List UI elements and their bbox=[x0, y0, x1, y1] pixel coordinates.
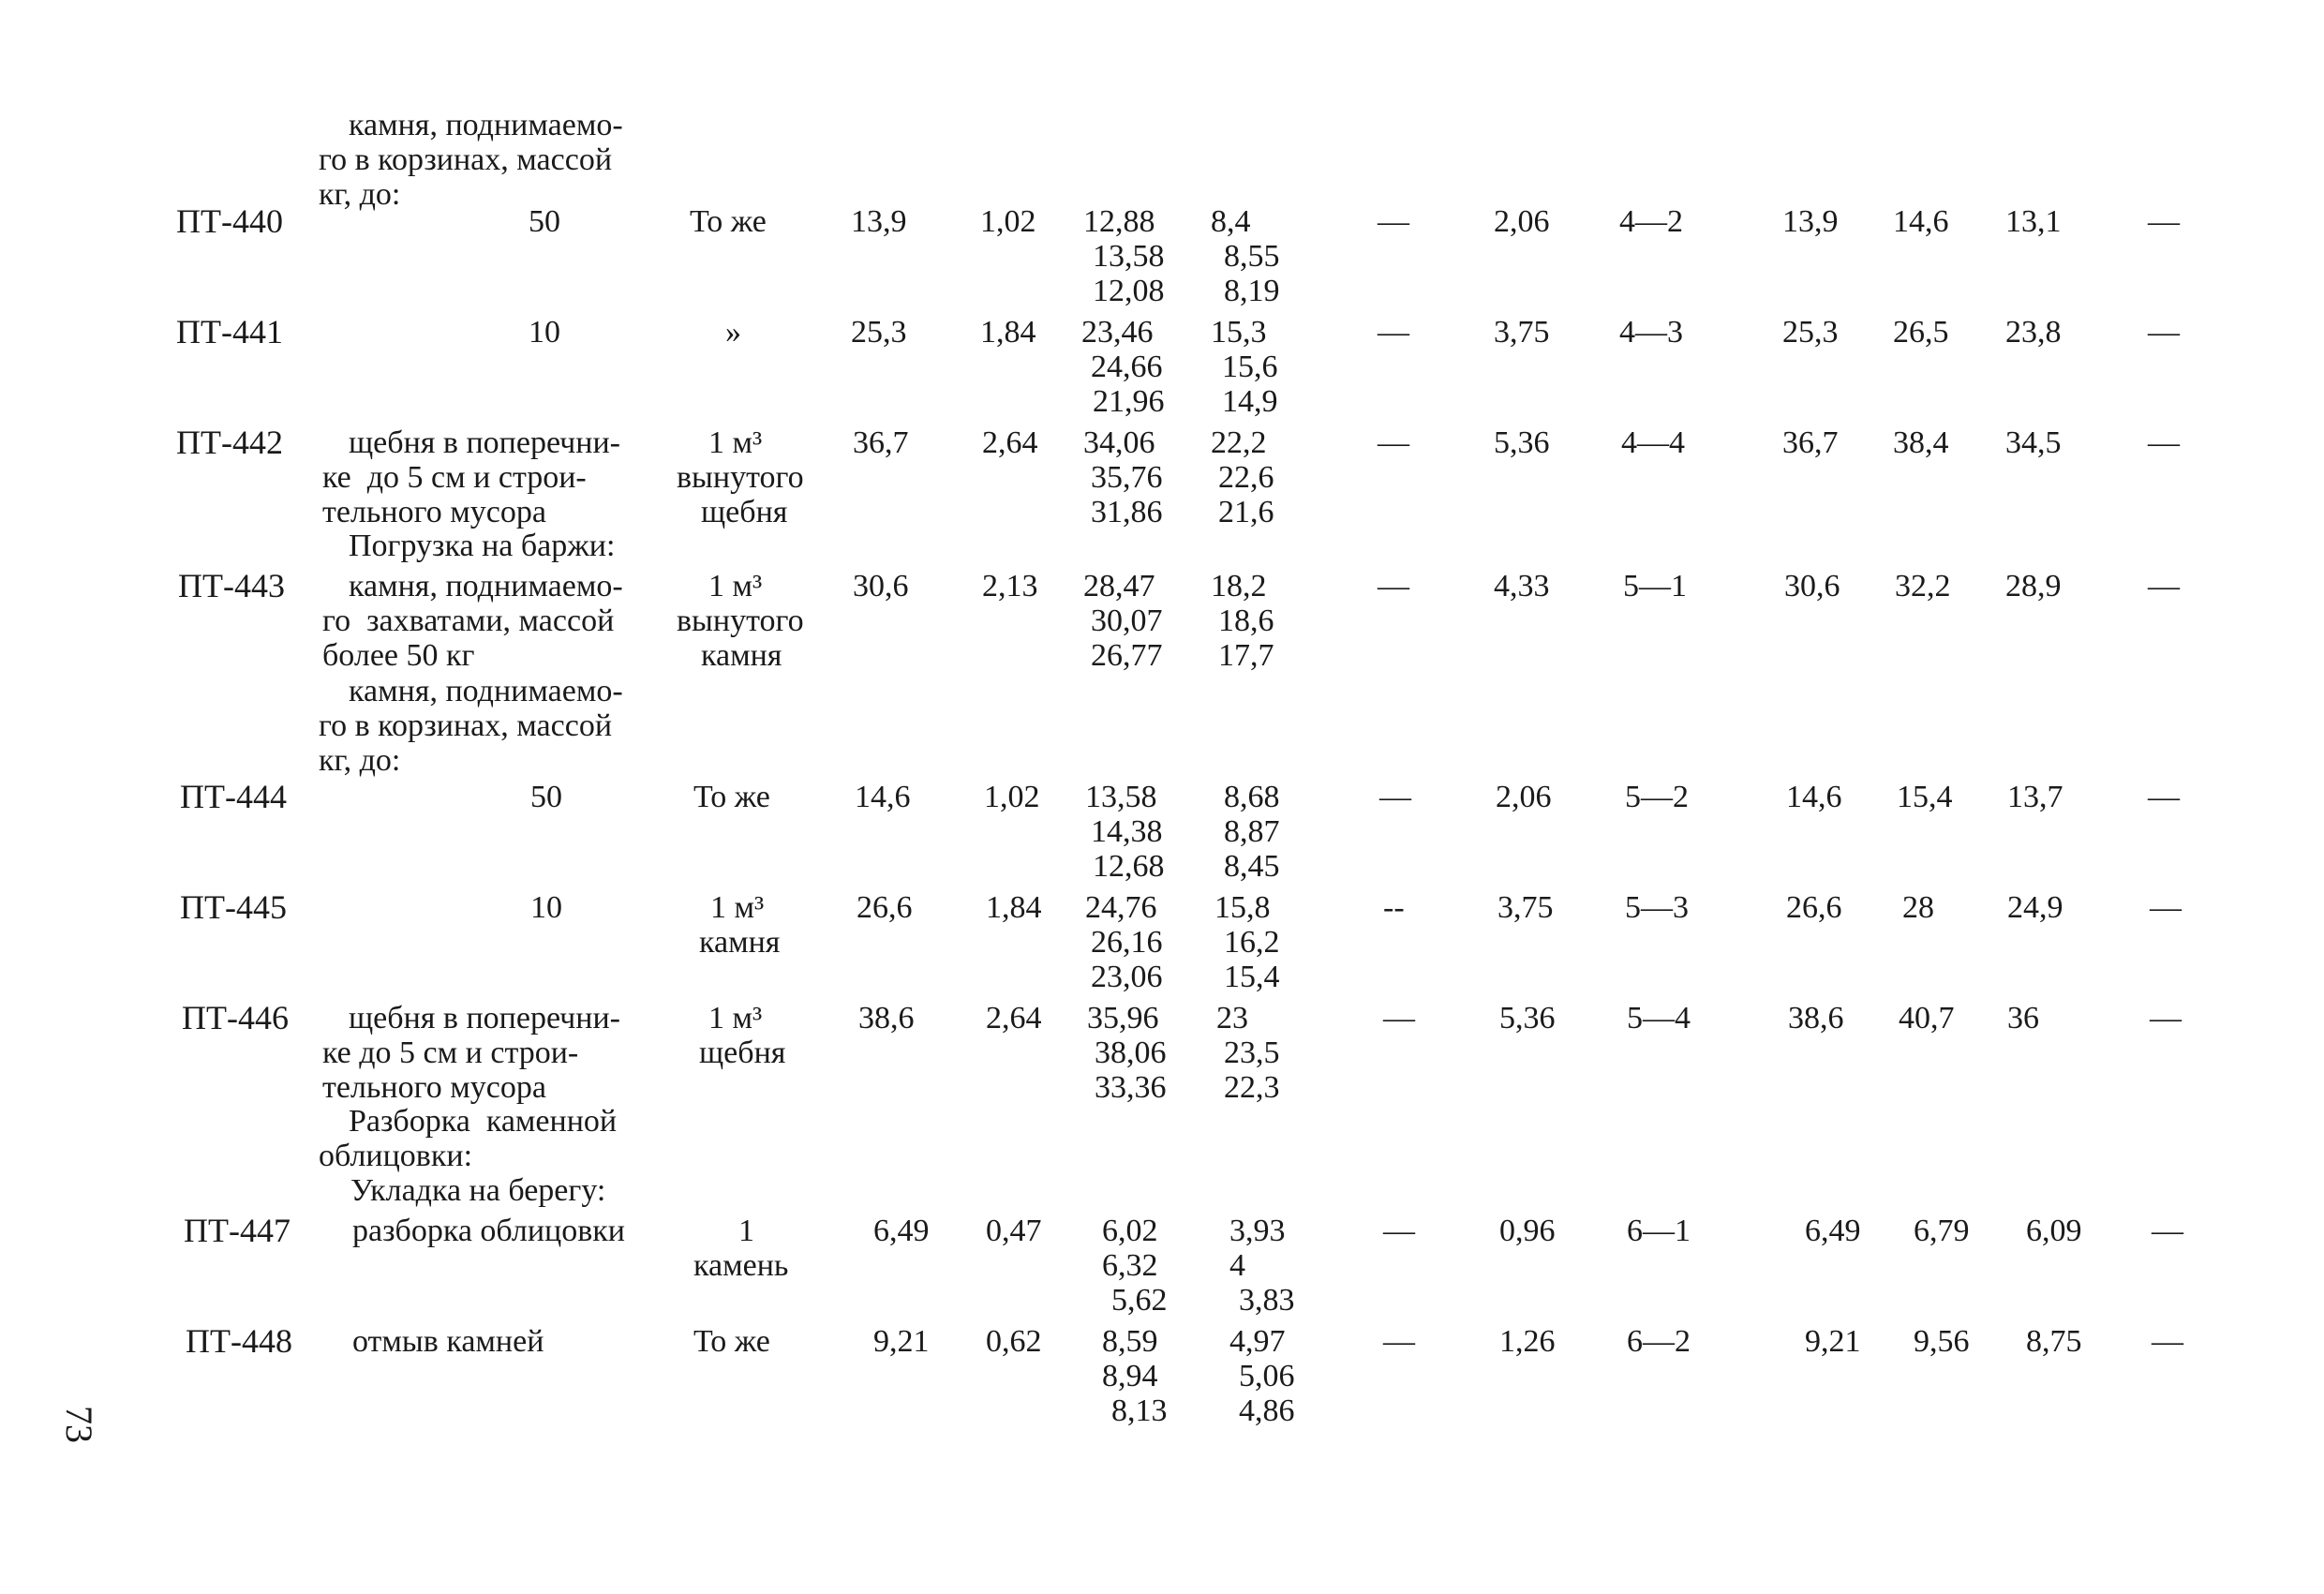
text-h1: камня, поднимаемо- bbox=[349, 108, 623, 142]
text-r443-a2: 30,07 bbox=[1091, 603, 1163, 638]
text-r441-v4: 25,3 bbox=[1782, 315, 1839, 350]
text-r443-code: ПТ-443 bbox=[178, 567, 285, 604]
text-sec-dis2: облицовки: bbox=[319, 1139, 473, 1173]
text-r446-u2: щебня bbox=[699, 1035, 786, 1070]
text-r444-b3: 8,45 bbox=[1224, 849, 1280, 884]
text-r443-d1: камня, поднимаемо- bbox=[349, 569, 623, 603]
text-r445-a3: 23,06 bbox=[1091, 960, 1163, 994]
text-r445-dash: -- bbox=[1383, 890, 1405, 925]
text-r442-a1: 34,06 bbox=[1083, 425, 1155, 460]
text-r441-desc: 10 bbox=[529, 315, 560, 350]
text-r442-d3: тельного мусора bbox=[322, 495, 546, 529]
text-r441-b1: 15,3 bbox=[1211, 315, 1267, 350]
text-r447-u1: 1 bbox=[738, 1214, 754, 1248]
text-r441-b2: 15,6 bbox=[1222, 350, 1278, 384]
text-r446-dash: — bbox=[1383, 1001, 1415, 1035]
text-r447-b3: 3,83 bbox=[1239, 1283, 1295, 1318]
text-r443-b2: 18,6 bbox=[1218, 603, 1274, 638]
text-r440-a1: 12,88 bbox=[1083, 204, 1155, 239]
text-r440-a2: 13,58 bbox=[1093, 239, 1165, 274]
text-r442-v5: 38,4 bbox=[1893, 425, 1949, 460]
text-r447-b2: 4 bbox=[1229, 1248, 1245, 1283]
text-r448-b1: 4,97 bbox=[1229, 1324, 1286, 1359]
text-r448-v4: 9,21 bbox=[1805, 1324, 1861, 1359]
text-r443-d2: го захватами, массой bbox=[322, 603, 615, 638]
text-r443-v3: 4,33 bbox=[1494, 569, 1550, 603]
text-r446-b2: 23,5 bbox=[1224, 1035, 1280, 1070]
text-r442-u3: щебня bbox=[701, 495, 788, 529]
text-r443-v5: 32,2 bbox=[1895, 569, 1951, 603]
text-r446-v2: 2,64 bbox=[986, 1001, 1042, 1035]
text-r443-v6: 28,9 bbox=[2005, 569, 2062, 603]
text-r443-b3: 17,7 bbox=[1218, 638, 1274, 673]
text-r447-v3: 0,96 bbox=[1499, 1214, 1556, 1248]
text-r445-end: — bbox=[2150, 890, 2182, 925]
text-r443-a3: 26,77 bbox=[1091, 638, 1163, 673]
text-r448-v2: 0,62 bbox=[986, 1324, 1042, 1359]
text-r445-a2: 26,16 bbox=[1091, 925, 1163, 960]
text-r447-ref: 6—1 bbox=[1627, 1214, 1691, 1248]
text-r444-b2: 8,87 bbox=[1224, 814, 1280, 849]
text-r441-unit: » bbox=[725, 315, 741, 350]
text-r448-v6: 8,75 bbox=[2026, 1324, 2082, 1359]
text-r446-b3: 22,3 bbox=[1224, 1070, 1280, 1105]
text-r443-b1: 18,2 bbox=[1211, 569, 1267, 603]
text-r447-v4: 6,49 bbox=[1805, 1214, 1861, 1248]
text-r446-u1: 1 м³ bbox=[708, 1001, 763, 1035]
text-r443-d3: более 50 кг bbox=[322, 638, 475, 673]
text-r446-end: — bbox=[2150, 1001, 2182, 1035]
text-r441-a3: 21,96 bbox=[1093, 384, 1165, 419]
text-r440-b1: 8,4 bbox=[1211, 204, 1251, 239]
text-r448-dash: — bbox=[1383, 1324, 1415, 1359]
text-r446-ref: 5—4 bbox=[1627, 1001, 1691, 1035]
text-r440-unit: То же bbox=[690, 204, 767, 239]
text-r445-b1: 15,8 bbox=[1214, 890, 1271, 925]
text-r448-unit: То же bbox=[693, 1324, 770, 1359]
text-r446-d1: щебня в поперечни- bbox=[349, 1001, 620, 1035]
text-r442-b1: 22,2 bbox=[1211, 425, 1267, 460]
text-r440-b3: 8,19 bbox=[1224, 274, 1280, 308]
text-r440-v3: 2,06 bbox=[1494, 204, 1550, 239]
text-r445-v1: 26,6 bbox=[857, 890, 913, 925]
text-r446-v1: 38,6 bbox=[858, 1001, 915, 1035]
text-r441-v3: 3,75 bbox=[1494, 315, 1550, 350]
text-r441-v6: 23,8 bbox=[2005, 315, 2062, 350]
text-r448-code: ПТ-448 bbox=[186, 1322, 292, 1360]
text-r444-dash: — bbox=[1379, 780, 1411, 814]
text-r442-a2: 35,76 bbox=[1091, 460, 1163, 495]
text-r440-b2: 8,55 bbox=[1224, 239, 1280, 274]
text-r442-b2: 22,6 bbox=[1218, 460, 1274, 495]
text-r447-a2: 6,32 bbox=[1102, 1248, 1158, 1283]
text-r441-a2: 24,66 bbox=[1091, 350, 1163, 384]
text-r443-u1: 1 м³ bbox=[708, 569, 763, 603]
text-r446-a2: 38,06 bbox=[1095, 1035, 1167, 1070]
text-r444-a2: 14,38 bbox=[1091, 814, 1163, 849]
text-r442-u1: 1 м³ bbox=[708, 425, 763, 460]
text-r445-code: ПТ-445 bbox=[180, 888, 287, 926]
text-r441-a1: 23,46 bbox=[1081, 315, 1154, 350]
text-r443-v1: 30,6 bbox=[853, 569, 909, 603]
text-r443-dash: — bbox=[1378, 569, 1409, 603]
text-r445-desc: 10 bbox=[530, 890, 562, 925]
text-r443-end: — bbox=[2148, 569, 2180, 603]
text-r442-v4: 36,7 bbox=[1782, 425, 1839, 460]
text-r440-code: ПТ-440 bbox=[176, 202, 283, 240]
text-r442-u2: вынутого bbox=[677, 460, 804, 495]
text-r441-code: ПТ-441 bbox=[176, 313, 283, 350]
text-r444-code: ПТ-444 bbox=[180, 778, 287, 815]
text-r448-end: — bbox=[2152, 1324, 2183, 1359]
text-r440-end: — bbox=[2148, 204, 2180, 239]
text-r447-v5: 6,79 bbox=[1914, 1214, 1970, 1248]
text-r441-v5: 26,5 bbox=[1893, 315, 1949, 350]
text-r444-v5: 15,4 bbox=[1897, 780, 1953, 814]
text-r442-d2: ке до 5 см и строи- bbox=[322, 460, 587, 495]
text-r444-v2: 1,02 bbox=[984, 780, 1040, 814]
text-r446-v6: 36 bbox=[2007, 1001, 2039, 1035]
page-number: 73 bbox=[58, 1406, 100, 1443]
text-r445-v6: 24,9 bbox=[2007, 890, 2063, 925]
text-r444-v4: 14,6 bbox=[1786, 780, 1842, 814]
text-r448-b3: 4,86 bbox=[1239, 1393, 1295, 1428]
text-r440-v5: 14,6 bbox=[1893, 204, 1949, 239]
text-r447-v6: 6,09 bbox=[2026, 1214, 2082, 1248]
text-r441-dash: — bbox=[1378, 315, 1409, 350]
text-r446-d2: ке до 5 см и строи- bbox=[322, 1035, 579, 1070]
text-r440-ref: 4—2 bbox=[1619, 204, 1683, 239]
text-r445-u2: камня bbox=[699, 925, 781, 960]
text-r442-v1: 36,7 bbox=[853, 425, 909, 460]
text-r445-u1: 1 м³ bbox=[710, 890, 765, 925]
text-r442-end: — bbox=[2148, 425, 2180, 460]
text-r445-a1: 24,76 bbox=[1085, 890, 1157, 925]
text-r446-b1: 23 bbox=[1216, 1001, 1248, 1035]
text-r441-ref: 4—3 bbox=[1619, 315, 1683, 350]
text-r448-a1: 8,59 bbox=[1102, 1324, 1158, 1359]
text-r447-dash: — bbox=[1383, 1214, 1415, 1248]
text-r443-u3: камня bbox=[701, 638, 782, 673]
text-r447-desc: разборка облицовки bbox=[352, 1214, 625, 1248]
text-r445-ref: 5—3 bbox=[1625, 890, 1689, 925]
text-r446-v3: 5,36 bbox=[1499, 1001, 1556, 1035]
text-r440-a3: 12,08 bbox=[1093, 274, 1165, 308]
text-r444-v1: 14,6 bbox=[855, 780, 911, 814]
text-r440-v6: 13,1 bbox=[2005, 204, 2062, 239]
text-r444-v6: 13,7 bbox=[2007, 780, 2063, 814]
text-r445-v3: 3,75 bbox=[1497, 890, 1554, 925]
text-r446-a1: 35,96 bbox=[1087, 1001, 1159, 1035]
text-r444-a3: 12,68 bbox=[1093, 849, 1165, 884]
text-r444-b1: 8,68 bbox=[1224, 780, 1280, 814]
text-r446-code: ПТ-446 bbox=[182, 999, 289, 1036]
text-r448-v5: 9,56 bbox=[1914, 1324, 1970, 1359]
text-r443-u2: вынутого bbox=[677, 603, 804, 638]
text-r441-end: — bbox=[2148, 315, 2180, 350]
text-r447-end: — bbox=[2152, 1214, 2183, 1248]
text-r443-v4: 30,6 bbox=[1784, 569, 1840, 603]
text-r445-v4: 26,6 bbox=[1786, 890, 1842, 925]
text-r444-unit: То же bbox=[693, 780, 770, 814]
text-r444-end: — bbox=[2148, 780, 2180, 814]
text-r446-v5: 40,7 bbox=[1899, 1001, 1955, 1035]
text-sec-barge: Погрузка на баржи: bbox=[349, 529, 616, 563]
text-r442-v6: 34,5 bbox=[2005, 425, 2062, 460]
text-r445-b3: 15,4 bbox=[1224, 960, 1280, 994]
text-r440-desc: 50 bbox=[529, 204, 560, 239]
text-r444-v3: 2,06 bbox=[1496, 780, 1552, 814]
text-h2: го в корзинах, массой bbox=[319, 142, 613, 177]
text-h5: го в корзинах, массой bbox=[319, 708, 613, 743]
text-r445-b2: 16,2 bbox=[1224, 925, 1280, 960]
text-r447-a3: 5,62 bbox=[1111, 1283, 1168, 1318]
text-r446-v4: 38,6 bbox=[1788, 1001, 1844, 1035]
text-sec-dis1: Разборка каменной bbox=[349, 1104, 618, 1139]
text-r441-v2: 1,84 bbox=[980, 315, 1036, 350]
text-r440-v2: 1,02 bbox=[980, 204, 1036, 239]
text-r443-ref: 5—1 bbox=[1623, 569, 1687, 603]
text-r444-desc: 50 bbox=[530, 780, 562, 814]
text-r447-code: ПТ-447 bbox=[184, 1212, 290, 1249]
text-r448-desc: отмыв камней bbox=[352, 1324, 544, 1359]
text-h6: кг, до: bbox=[319, 743, 401, 778]
text-r442-code: ПТ-442 bbox=[176, 424, 283, 461]
text-r448-b2: 5,06 bbox=[1239, 1359, 1295, 1393]
text-h4: камня, поднимаемо- bbox=[349, 674, 623, 708]
text-r442-ref: 4—4 bbox=[1621, 425, 1685, 460]
text-r443-a1: 28,47 bbox=[1083, 569, 1155, 603]
text-r448-ref: 6—2 bbox=[1627, 1324, 1691, 1359]
text-r448-v3: 1,26 bbox=[1499, 1324, 1556, 1359]
text-r440-dash: — bbox=[1378, 204, 1409, 239]
text-sec-shore: Укладка на берегу: bbox=[350, 1173, 606, 1208]
text-r442-a3: 31,86 bbox=[1091, 495, 1163, 529]
text-r448-v1: 9,21 bbox=[873, 1324, 930, 1359]
text-r443-v2: 2,13 bbox=[982, 569, 1038, 603]
text-r441-v1: 25,3 bbox=[851, 315, 907, 350]
text-r440-v4: 13,9 bbox=[1782, 204, 1839, 239]
text-r447-a1: 6,02 bbox=[1102, 1214, 1158, 1248]
text-r447-v1: 6,49 bbox=[873, 1214, 930, 1248]
text-r442-dash: — bbox=[1378, 425, 1409, 460]
text-r442-b3: 21,6 bbox=[1218, 495, 1274, 529]
text-r444-a1: 13,58 bbox=[1085, 780, 1157, 814]
text-r447-u2: камень bbox=[693, 1248, 789, 1283]
text-r446-d3: тельного мусора bbox=[322, 1070, 546, 1105]
text-r442-d1: щебня в поперечни- bbox=[349, 425, 620, 460]
text-r447-v2: 0,47 bbox=[986, 1214, 1042, 1248]
text-r444-ref: 5—2 bbox=[1625, 780, 1689, 814]
text-r447-b1: 3,93 bbox=[1229, 1214, 1286, 1248]
text-r445-v2: 1,84 bbox=[986, 890, 1042, 925]
text-r445-v5: 28 bbox=[1902, 890, 1934, 925]
text-r446-a3: 33,36 bbox=[1095, 1070, 1167, 1105]
text-r442-v3: 5,36 bbox=[1494, 425, 1550, 460]
text-r442-v2: 2,64 bbox=[982, 425, 1038, 460]
text-h3: кг, до: bbox=[319, 177, 401, 212]
text-r448-a2: 8,94 bbox=[1102, 1359, 1158, 1393]
text-r440-v1: 13,9 bbox=[851, 204, 907, 239]
text-r441-b3: 14,9 bbox=[1222, 384, 1278, 419]
text-r448-a3: 8,13 bbox=[1111, 1393, 1168, 1428]
